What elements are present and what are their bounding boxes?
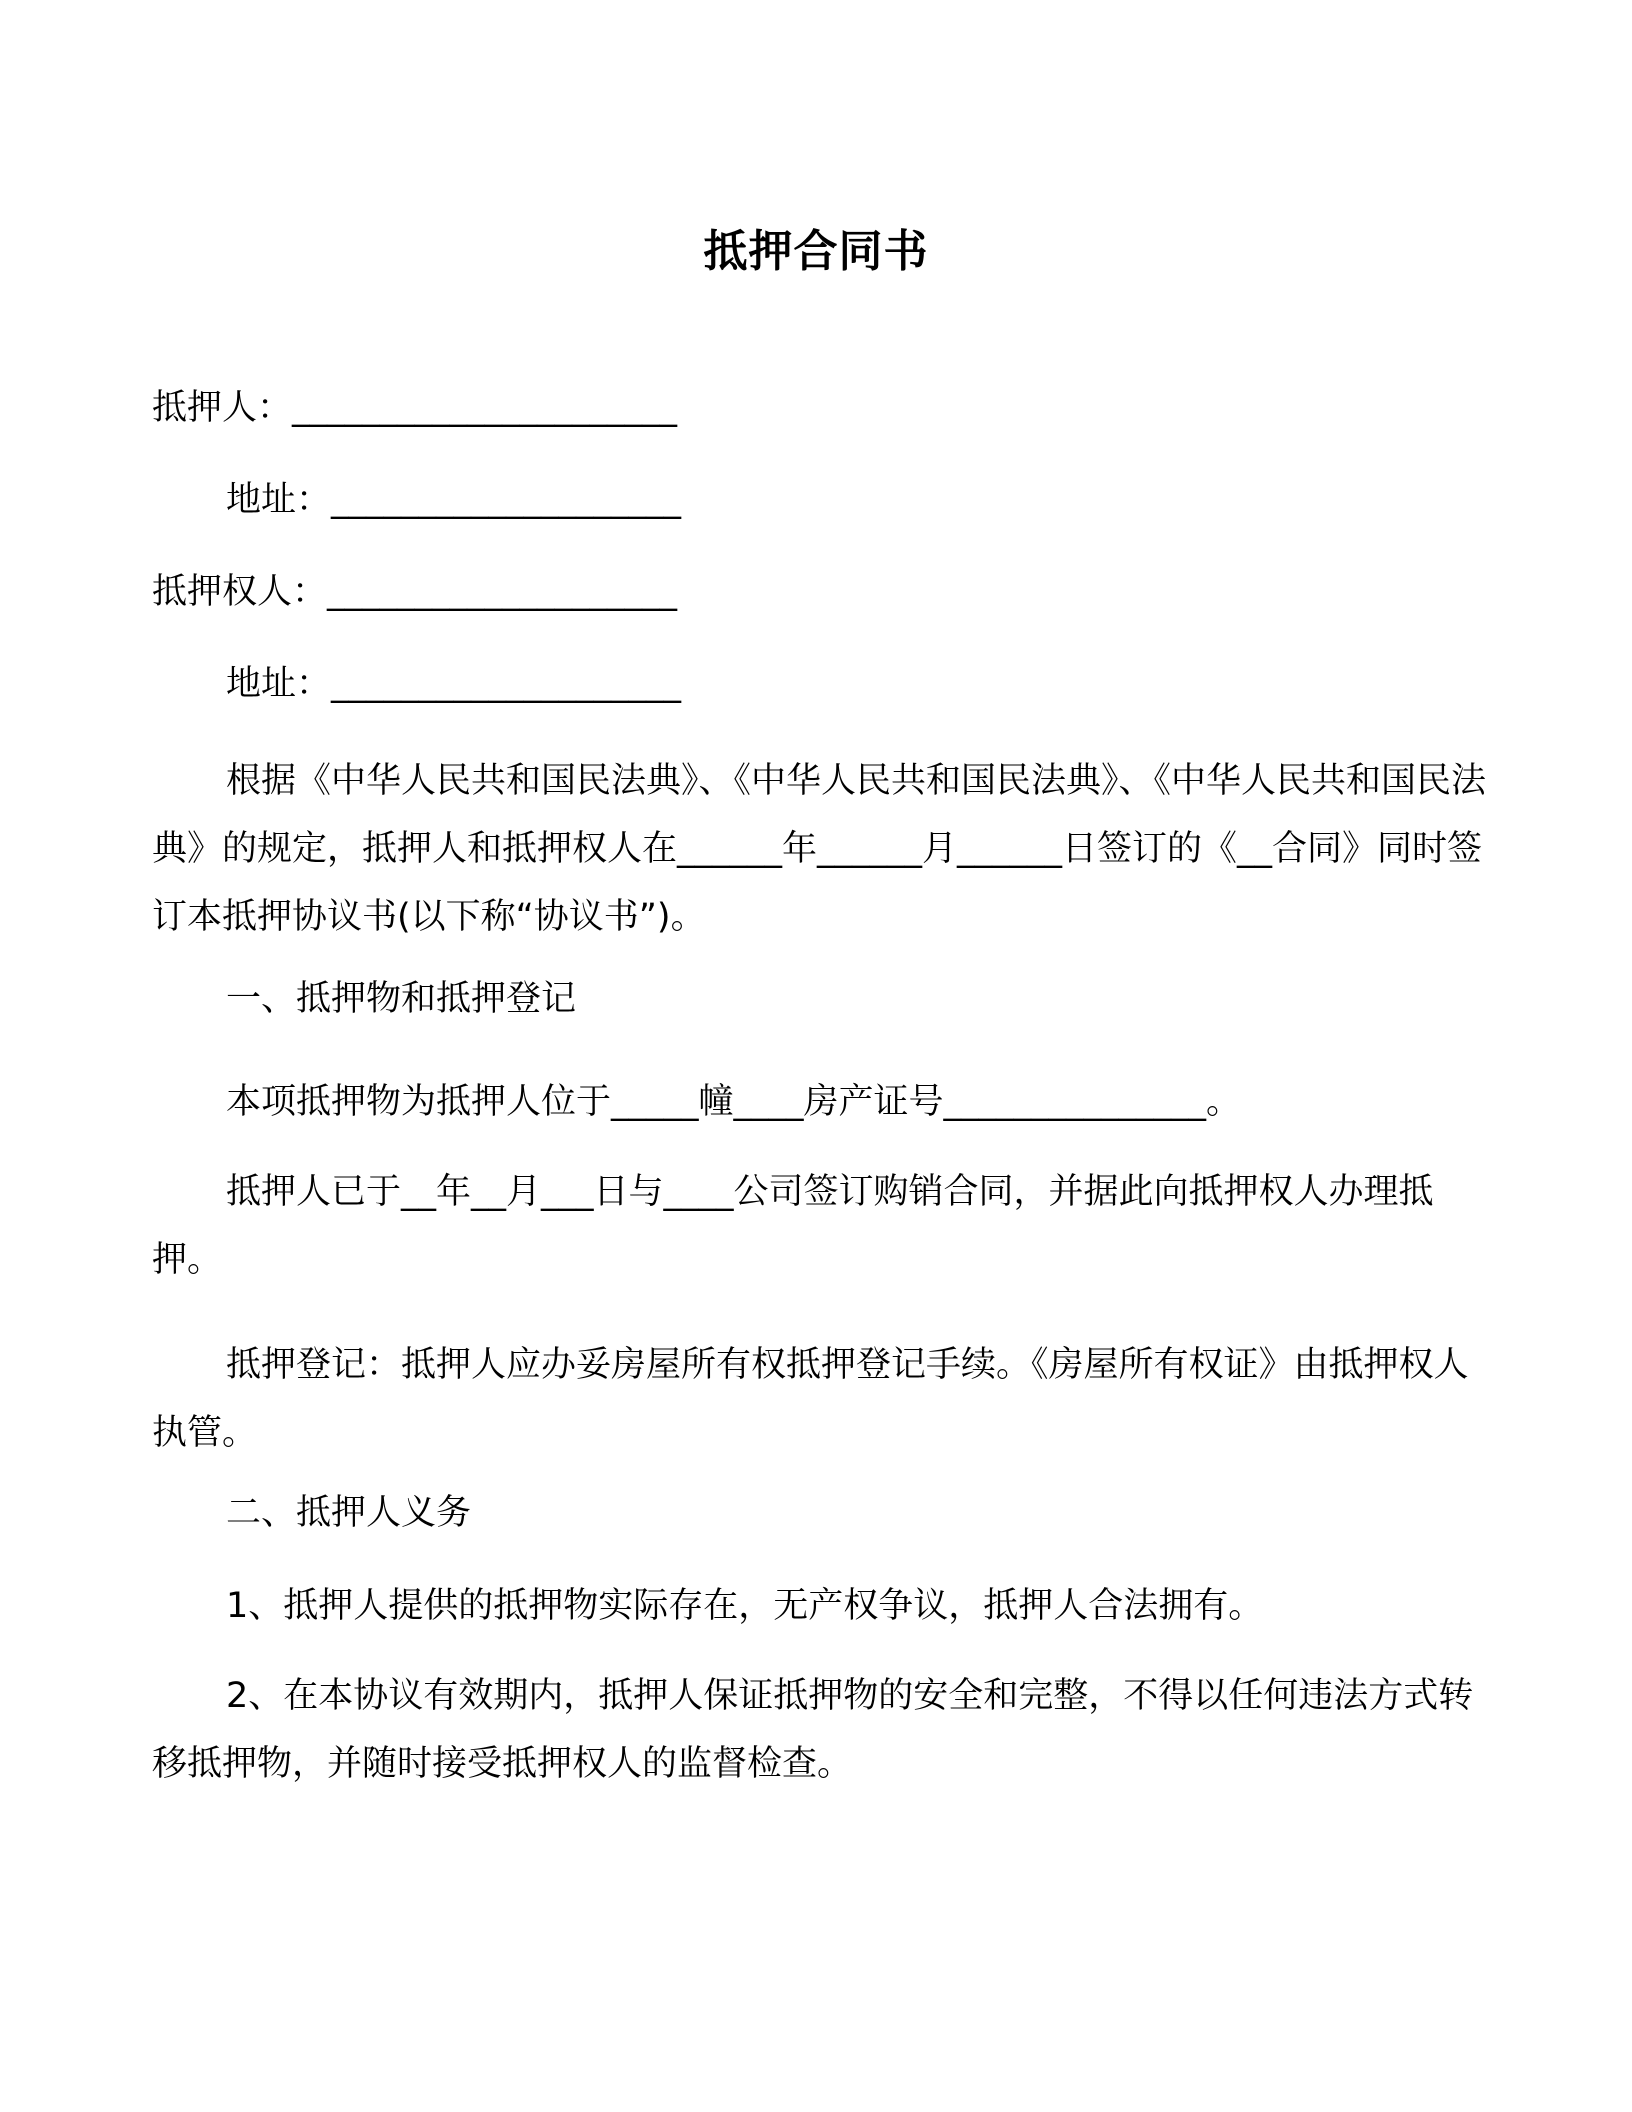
mortgagor-line: 抵押人：______________________ (152, 388, 678, 428)
mortgagee-address-line: 地址：____________________ (226, 664, 682, 704)
section-2-heading: 二、抵押人义务 (226, 1493, 472, 1533)
mortgagee-line: 抵押权人：____________________ (152, 572, 678, 612)
section-2-item-2: 2、在本协议有效期内，抵押人保证抵押物的安全和完整，不得以任何违法方式转移抵押物，并随时接受抵押权人的监督检查。 (152, 1676, 1474, 1784)
document-title: 抵押合同书 (703, 226, 929, 277)
intro-paragraph: 根据《中华人民共和国民法典》、《中华人民共和国民法典》、《中华人民共和国民法典》的规定，抵押人和抵押权人在______年______月______日签订的《__合同》同时签订本抵押协议书(以下称“协议书”)。 (152, 761, 1487, 937)
section-1-item-3: 抵押登记：抵押人应办妥房屋所有权抵押登记手续。《房屋所有权证》由抵押权人执管。 (152, 1345, 1469, 1453)
section-2-item-1: 1、抵押人提供的抵押物实际存在，无产权争议，抵押人合法拥有。 (226, 1586, 1264, 1626)
section-1-heading: 一、抵押物和抵押登记 (226, 979, 577, 1019)
mortgagor-address-line: 地址：____________________ (226, 480, 682, 520)
section-1-item-1: 本项抵押物为抵押人位于_____幢____房产证号_______________。 (226, 1082, 1242, 1122)
section-1-item-2: 抵押人已于__年__月___日与____公司签订购销合同，并据此向抵押权人办理抵押。 (152, 1172, 1434, 1280)
